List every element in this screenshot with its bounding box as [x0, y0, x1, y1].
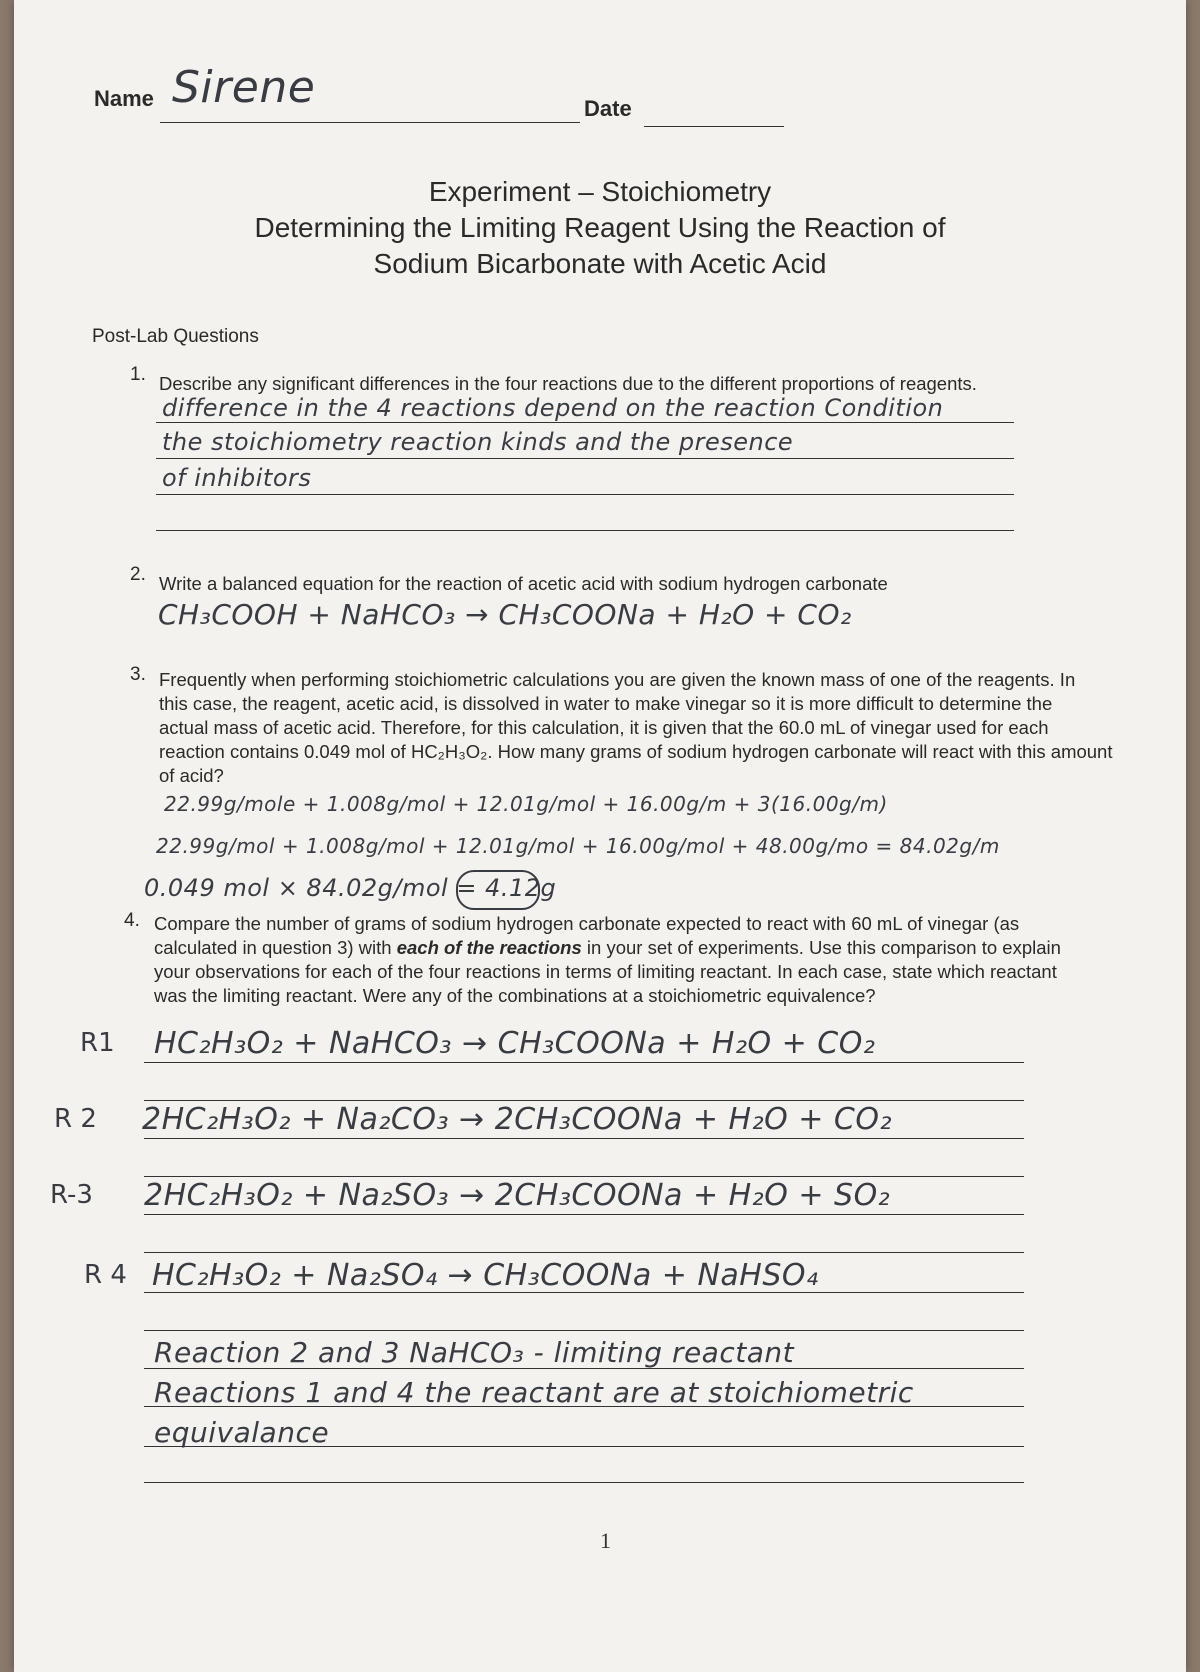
q3-work-line-1: 22.99g/mole + 1.008g/mol + 12.01g/mol + 16.00g/m + 3(16.00g/m) — [164, 792, 888, 816]
title-line-2: Determining the Limiting Reagent Using the Reaction of — [254, 212, 946, 243]
date-underline — [644, 126, 784, 127]
q1-rule-2 — [156, 458, 1014, 459]
q3-text-line-4: reaction contains 0.049 mol of HC₂H₃O₂. How many grams of sodium hydrogen carbonate will react with this amount — [159, 741, 1113, 762]
q4-rule-6 — [144, 1252, 1024, 1253]
q3-text-line-2: this case, the reagent, acetic acid, is dissolved in water to make vinegar so it is more difficult to determine the — [159, 693, 1053, 714]
q3-work-line-3: 0.049 mol × 84.02g/mol = 4.12g — [144, 874, 557, 902]
q3-text-line-5: of acid? — [159, 765, 224, 786]
q3-number: 3. — [130, 664, 146, 685]
q4-number: 4. — [124, 910, 140, 931]
q4-text-line-2 — [154, 936, 1061, 959]
q3-text-line-3: actual mass of acetic acid. Therefore, for this calculation, it is given that the 60.0 mL of vinegar used for each — [159, 717, 1049, 738]
q4-rule-4 — [144, 1176, 1024, 1177]
conclusion-line-2: Reactions 1 and 4 the reactant are at stoichiometric — [154, 1376, 914, 1409]
q4-text-line-2-end: in your set of experiments. Use this comparison to explain — [581, 937, 1061, 958]
reaction-2-equation: 2HC₂H₃O₂ + Na₂CO₃ → 2CH₃COONa + H₂O + CO₂ — [142, 1102, 893, 1137]
q4-rule-1 — [144, 1062, 1024, 1063]
conclusion-line-3: equivalance — [154, 1416, 330, 1449]
q4-text-line-4: was the limiting reactant. Were any of the combinations at a stoichiometric equivalence? — [154, 985, 876, 1006]
q1-rule-1 — [156, 422, 1014, 423]
name-label: Name — [94, 86, 154, 111]
q1-answer-line-1: difference in the 4 reactions depend on the reaction Condition — [162, 394, 944, 422]
reaction-3-label: R-3 — [50, 1180, 93, 1210]
reaction-1-equation: HC₂H₃O₂ + NaHCO₃ → CH₃COONa + H₂O + CO₂ — [154, 1026, 876, 1061]
q3-work-line-2: 22.99g/mol + 1.008g/mol + 12.01g/mol + 16.00g/mol + 48.00g/mo = 84.02g/m — [156, 834, 1000, 858]
reaction-3-equation: 2HC₂H₃O₂ + Na₂SO₃ → 2CH₃COONa + H₂O + SO₂ — [144, 1178, 891, 1213]
reaction-4-label: R 4 — [84, 1260, 127, 1290]
q1-answer-line-3: of inhibitors — [162, 464, 312, 492]
page-number: 1 — [600, 1528, 611, 1553]
q4-rule-7 — [144, 1292, 1024, 1293]
reaction-4-equation: HC₂H₃O₂ + Na₂SO₄ → CH₃COONa + NaHSO₄ — [152, 1258, 819, 1293]
q2-number: 2. — [130, 564, 146, 585]
q4-text-line-3: your observations for each of the four reactions in terms of limiting reactant. In each case, state which reactant — [154, 961, 1057, 982]
q2-answer-equation: CH₃COOH + NaHCO₃ → CH₃COONa + H₂O + CO₂ — [158, 598, 852, 631]
q4-text-emphasis: each of the reactions — [396, 937, 582, 958]
date-label: Date — [584, 96, 632, 121]
q1-rule-4 — [156, 530, 1014, 531]
title-line-3: Sodium Bicarbonate with Acetic Acid — [373, 248, 827, 279]
name-handwritten: Sirene — [172, 62, 316, 113]
q1-rule-3 — [156, 494, 1014, 495]
reaction-2-label: R 2 — [54, 1104, 97, 1134]
worksheet-page — [14, 0, 1186, 1672]
q4-rule-11 — [144, 1446, 1024, 1447]
q4-text-line-2-start: calculated in question 3) with — [154, 937, 397, 958]
q4-rule-8 — [144, 1330, 1024, 1331]
conclusion-line-1: Reaction 2 and 3 NaHCO₃ - limiting reactant — [154, 1336, 795, 1369]
q4-rule-5 — [144, 1214, 1024, 1215]
q4-rule-9 — [144, 1368, 1024, 1369]
q3-answer-circle — [456, 870, 540, 910]
q4-rule-2 — [144, 1100, 1024, 1101]
q4-rule-12 — [144, 1482, 1024, 1483]
q1-answer-line-2: the stoichiometry reaction kinds and the presence — [162, 428, 794, 456]
q4-rule-3 — [144, 1138, 1024, 1139]
q1-text: Describe any significant differences in the four reactions due to the different proportions of reagents. — [159, 373, 977, 394]
q4-text-line-1: Compare the number of grams of sodium hydrogen carbonate expected to react with 60 mL of vinegar (as — [154, 913, 1020, 934]
section-label: Post-Lab Questions — [92, 326, 259, 347]
q3-text-line-1: Frequently when performing stoichiometric calculations you are given the known mass of one of the reagents. In — [159, 669, 1076, 690]
title-line-1: Experiment – Stoichiometry — [428, 176, 772, 207]
q1-number: 1. — [130, 364, 146, 385]
name-underline — [160, 122, 580, 123]
q2-text: Write a balanced equation for the reaction of acetic acid with sodium hydrogen carbonate — [159, 573, 888, 594]
q4-rule-10 — [144, 1406, 1024, 1407]
reaction-1-label: R1 — [80, 1028, 115, 1058]
